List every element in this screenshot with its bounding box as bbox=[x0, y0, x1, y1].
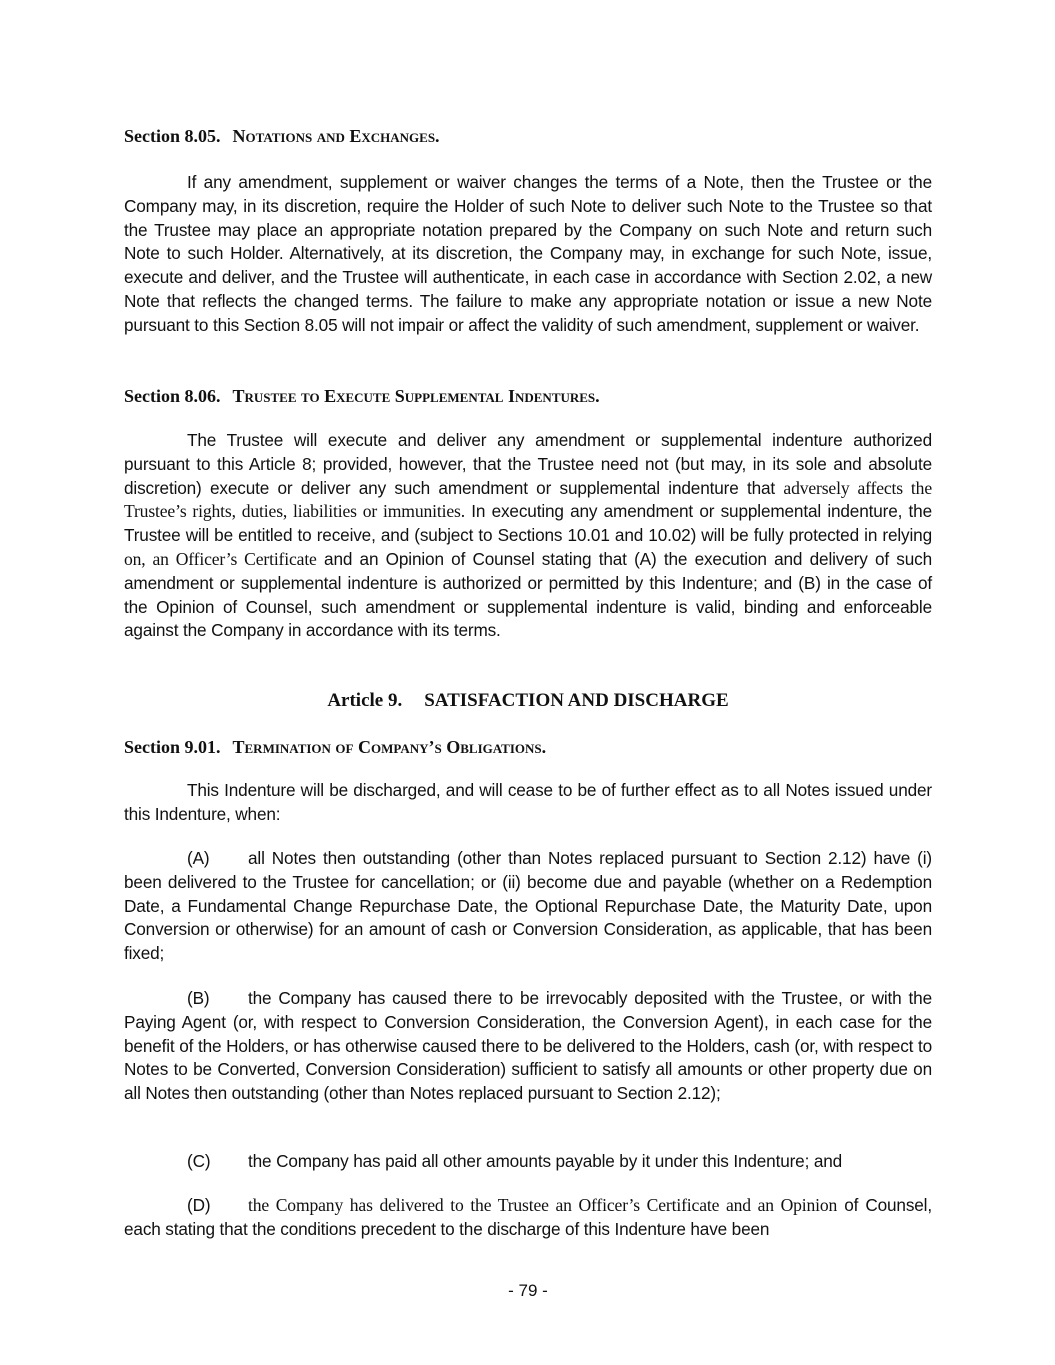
paragraph-text: The Trustee will execute and deliver any amendment or supplemental indenture authorized pursuant to this Article 8; provided, however, that the Trustee need not (but may, in its sole and absolute discretion) execute or deliver any such amendment or supplemental indenture that bbox=[124, 430, 932, 498]
list-item-c bbox=[124, 1150, 932, 1174]
paragraph-text-serif: adversely affects the Trustee’s rights, duties, liabilities or immunities. bbox=[124, 477, 932, 522]
section-title: Trustee to Execute Supplemental Indentures. bbox=[232, 386, 600, 406]
item-text: all Notes then outstanding (other than Notes replaced pursuant to Section 2.12) have (i) been delivered to the Trustee for cancellation; or (ii) become due and payable (whether on a Redemption Date, a Fundamental Change Repurchase Date, the Optional Repurchase Date, the Maturity Date, upon Conversion or otherwise) for an amount of cash or Conversion Consideration, as applicable, that has been fixed; bbox=[124, 848, 932, 964]
list-item-d bbox=[124, 1194, 932, 1242]
paragraph-text: In executing any amendment or supplemental indenture, the Trustee will be entitled to receive, and (subject to Sections 10.01 and 10.02) will be fully protected in relying bbox=[124, 501, 932, 546]
item-label: (A) bbox=[187, 848, 210, 868]
paragraph-text-serif: on, an Officer’s Certificate bbox=[124, 548, 317, 569]
item-text: the Company has paid all other amounts payable by it under this Indenture; and bbox=[248, 1151, 843, 1171]
page-number: - 79 - bbox=[508, 1281, 548, 1300]
article-title: SATISFACTION AND DISCHARGE bbox=[424, 690, 729, 711]
paragraph-text: and an Opinion of Counsel stating that (A) the execution and delivery of such amendment or supplemental indenture is authorized or permitted by this Indenture; and (B) in the case of the Opinion of Counsel, such amendment or supplemental indenture is valid, binding and enforceable against the Company in accordance with its terms. bbox=[124, 548, 932, 641]
section-8-05-heading bbox=[124, 125, 932, 147]
section-number: Section 9.01. bbox=[124, 737, 221, 757]
article-number: Article 9. bbox=[327, 690, 403, 711]
list-item-b bbox=[124, 987, 932, 1106]
article-9-heading bbox=[124, 689, 932, 713]
section-9-01-heading bbox=[124, 736, 932, 758]
item-label: (C) bbox=[187, 1151, 211, 1171]
item-label: (D) bbox=[187, 1195, 211, 1215]
section-8-05-paragraph: If any amendment, supplement or waiver changes the terms of a Note, then the Trustee or the Company may, in its discretion, require the Holder of such Note to deliver such Note to the Trustee so that the Trustee may place an appropriate notation prepared by the Company on such Note and return such Note to such Holder. Alternatively, at its discretion, the Company may, in exchange for such Note, issue, execute and deliver, and the Trustee will authenticate, in each case in accordance with Section 2.02, a new Note that reflects the changed terms. The failure to make any appropriate notation or issue a new Note pursuant to this Section 8.05 will not impair or affect the validity of such amendment, supplement or waiver. bbox=[124, 172, 932, 335]
section-9-01-intro: This Indenture will be discharged, and will cease to be of further effect as to all Notes issued under this Indenture, when: bbox=[124, 780, 932, 824]
item-text: of Counsel, each stating that the conditions precedent to the discharge of this Indenture have been bbox=[124, 1195, 932, 1239]
section-8-06-heading bbox=[124, 385, 932, 407]
section-title: Notations and Exchanges. bbox=[232, 126, 440, 146]
section-8-06-paragraph bbox=[124, 429, 932, 643]
item-text: the Company has caused there to be irrevocably deposited with the Trustee, or with the Paying Agent (or, with respect to Conversion Consideration, the Conversion Agent), in each case for the benefit of the Holders, or has otherwise caused there to be delivered to the Holders, cash (or, with respect to Notes to be Converted, Conversion Consideration) sufficient to satisfy all amounts or other property due on all Notes then outstanding (other than Notes replaced pursuant to Section 2.12); bbox=[124, 988, 932, 1104]
section-number: Section 8.05. bbox=[124, 126, 221, 146]
list-item-a bbox=[124, 847, 932, 966]
item-label: (B) bbox=[187, 988, 210, 1008]
item-text-serif: the Company has delivered to the Trustee an Officer’s Certificate and an Opinion bbox=[248, 1195, 838, 1215]
section-title: Termination of Company’s Obligations. bbox=[232, 737, 547, 757]
section-number: Section 8.06. bbox=[124, 386, 221, 406]
